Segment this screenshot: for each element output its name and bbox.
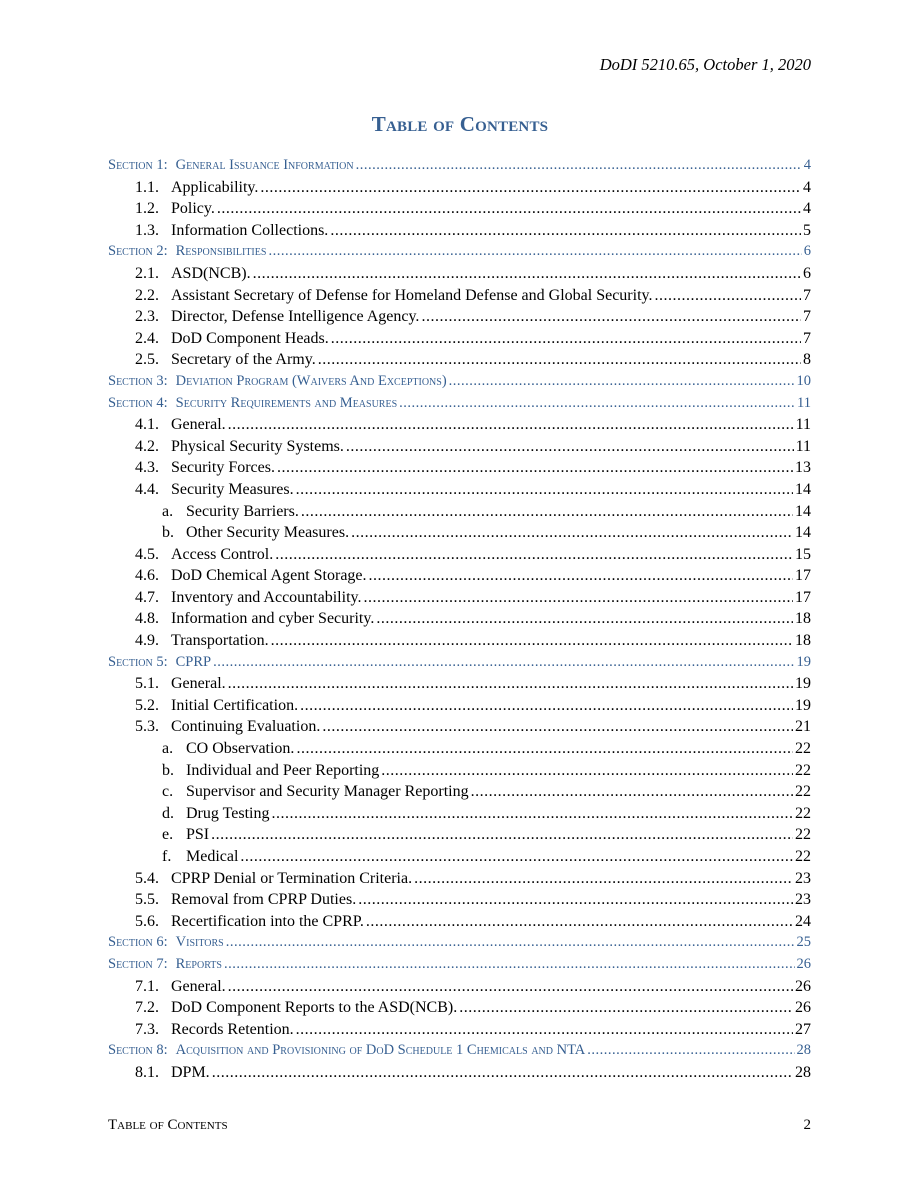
toc-entry-label: Applicability. (171, 178, 259, 196)
toc-dot-leader (275, 544, 793, 566)
toc-entry-page: 26 (795, 977, 811, 995)
toc-entry-label: Security Requirements and Measures (175, 394, 398, 411)
toc-entry-label: Drug Testing (186, 804, 270, 822)
toc-entry-page: 13 (795, 459, 811, 477)
toc-entry[interactable] (108, 436, 811, 458)
toc-section-entry[interactable] (108, 1040, 811, 1062)
toc-entry-number: 2.3. (135, 308, 159, 326)
toc-dot-leader (277, 457, 793, 479)
toc-entry-label: Security Measures. (171, 480, 294, 498)
toc-dot-leader (587, 1040, 794, 1062)
toc-entry-number: Section 3: (108, 372, 168, 389)
toc-dot-leader (253, 263, 801, 285)
toc-entry-number: 8.1. (135, 1063, 159, 1081)
footer-page-number: 2 (803, 1117, 811, 1133)
toc-entry-number: 2.2. (135, 286, 159, 304)
toc-dot-leader (654, 285, 801, 307)
toc-entry-page: 7 (803, 329, 811, 347)
toc-entry-page: 15 (795, 545, 811, 563)
toc-entry-page: 7 (803, 286, 811, 304)
toc-dot-leader (301, 501, 793, 523)
toc-entry[interactable] (108, 760, 811, 782)
toc-entry[interactable] (108, 889, 811, 911)
toc-entry-number: 1.3. (135, 221, 159, 239)
toc-entry-number: e. (162, 826, 174, 844)
toc-entry-page: 17 (795, 588, 811, 606)
toc-dot-leader (296, 738, 793, 760)
toc-entry-label: Policy. (171, 200, 215, 218)
toc-entry-label: Acquisition and Provisioning of DoD Schedule 1 Chemicals and NTA (175, 1042, 586, 1059)
toc-dot-leader (376, 608, 793, 630)
toc-entry-number: 4.5. (135, 545, 159, 563)
toc-entry-page: 24 (795, 912, 811, 930)
toc-entry-page: 8 (803, 351, 811, 369)
toc-entry-number: c. (162, 783, 174, 801)
page-title: Table of Contents (371, 112, 549, 136)
toc-entry-page: 11 (797, 394, 811, 411)
toc-entry[interactable] (108, 414, 811, 436)
table-of-contents (108, 155, 811, 1084)
toc-entry[interactable] (108, 544, 811, 566)
toc-entry-page: 23 (795, 891, 811, 909)
toc-dot-leader (331, 328, 801, 350)
toc-entry-page: 19 (796, 653, 811, 670)
toc-entry-page: 19 (795, 675, 811, 693)
toc-entry-number: 2.1. (135, 264, 159, 282)
toc-entry[interactable] (108, 997, 811, 1019)
toc-entry-label: Responsibilities (175, 243, 267, 260)
toc-entry-label: DoD Component Heads. (171, 329, 329, 347)
toc-entry[interactable] (108, 587, 811, 609)
toc-entry-label: Assistant Secretary of Defense for Homeland Defense and Global Security. (171, 286, 653, 304)
toc-entry-label: Security Barriers. (186, 502, 299, 520)
toc-dot-leader (471, 781, 793, 803)
toc-entry-label: Visitors (175, 934, 224, 951)
toc-entry[interactable] (108, 501, 811, 523)
toc-dot-leader (330, 220, 801, 242)
toc-dot-leader (296, 1019, 793, 1041)
toc-entry[interactable] (108, 695, 811, 717)
toc-section-entry[interactable] (108, 155, 811, 177)
toc-entry-page: 26 (795, 999, 811, 1017)
toc-entry-page: 18 (795, 632, 811, 650)
toc-dot-leader (322, 716, 793, 738)
toc-section-entry[interactable] (108, 932, 811, 954)
toc-entry-page: 4 (803, 178, 811, 196)
toc-entry-page: 28 (796, 1042, 811, 1059)
toc-dot-leader (363, 587, 793, 609)
toc-entry-number: 4.9. (135, 632, 159, 650)
toc-entry-page: 22 (795, 761, 811, 779)
toc-entry[interactable] (108, 738, 811, 760)
toc-entry-number: a. (162, 740, 174, 758)
toc-entry-page: 22 (795, 826, 811, 844)
toc-dot-leader (296, 479, 793, 501)
toc-dot-leader (213, 652, 794, 674)
toc-dot-leader (226, 932, 795, 954)
toc-entry-number: 5.3. (135, 718, 159, 736)
toc-entry-label: General. (171, 416, 226, 434)
toc-entry[interactable] (108, 803, 811, 825)
toc-dot-leader (224, 954, 795, 976)
toc-entry-number: 4.7. (135, 588, 159, 606)
toc-entry[interactable] (108, 716, 811, 738)
toc-entry-label: Other Security Measures. (186, 524, 350, 542)
toc-entry-number: Section 5: (108, 653, 168, 670)
toc-dot-leader (271, 803, 793, 825)
toc-entry-number: Section 6: (108, 934, 168, 951)
toc-entry[interactable] (108, 630, 811, 652)
toc-entry-label: PSI (186, 826, 210, 844)
toc-entry-number: 1.1. (135, 178, 159, 196)
toc-entry-number: 5.1. (135, 675, 159, 693)
toc-entry[interactable] (108, 976, 811, 998)
toc-entry[interactable] (108, 220, 811, 242)
toc-dot-leader (212, 1062, 793, 1084)
toc-entry-number: 5.4. (135, 869, 159, 887)
toc-entry-number: a. (162, 502, 174, 520)
toc-entry-page: 11 (795, 416, 811, 434)
toc-entry-number: 7.3. (135, 1020, 159, 1038)
toc-entry-label: Continuing Evaluation. (171, 718, 321, 736)
toc-dot-leader (421, 306, 801, 328)
toc-entry-number: 2.5. (135, 351, 159, 369)
toc-entry-page: 14 (795, 524, 811, 542)
toc-entry-number: b. (162, 761, 174, 779)
toc-entry-label: Records Retention. (171, 1020, 294, 1038)
toc-entry-number: 4.2. (135, 437, 159, 455)
toc-entry-number: Section 4: (108, 394, 168, 411)
toc-dot-leader (228, 976, 793, 998)
toc-entry-label: Individual and Peer Reporting (186, 761, 380, 779)
toc-entry[interactable] (108, 522, 811, 544)
toc-entry[interactable] (108, 673, 811, 695)
toc-entry[interactable] (108, 328, 811, 350)
toc-entry-label: Reports (175, 955, 222, 972)
toc-entry-label: Access Control. (171, 545, 274, 563)
toc-entry[interactable] (108, 285, 811, 307)
toc-entry-label: CO Observation. (186, 740, 295, 758)
toc-entry-label: Removal from CPRP Duties. (171, 891, 357, 909)
toc-entry[interactable] (108, 263, 811, 285)
footer-title: Table of Contents (108, 1117, 228, 1133)
toc-entry-label: Director, Defense Intelligence Agency. (171, 308, 420, 326)
toc-entry-number: 5.5. (135, 891, 159, 909)
toc-entry-number: 7.2. (135, 999, 159, 1017)
toc-entry-page: 19 (795, 696, 811, 714)
toc-entry-label: ASD(NCB). (171, 264, 251, 282)
toc-entry[interactable] (108, 1062, 811, 1084)
toc-entry-label: General. (171, 977, 226, 995)
toc-entry-page: 27 (795, 1020, 811, 1038)
toc-entry-page: 7 (803, 308, 811, 326)
toc-entry-page: 6 (803, 264, 811, 282)
toc-entry-page: 18 (795, 610, 811, 628)
toc-entry-label: Inventory and Accountability. (171, 588, 362, 606)
toc-entry-label: General. (171, 675, 226, 693)
toc-entry[interactable] (108, 349, 811, 371)
toc-dot-leader (358, 889, 793, 911)
toc-dot-leader (228, 673, 793, 695)
toc-entry-label: CPRP (175, 653, 212, 670)
toc-entry-number: 4.3. (135, 459, 159, 477)
toc-entry-number: 7.1. (135, 977, 159, 995)
toc-entry-label: DoD Chemical Agent Storage. (171, 567, 367, 585)
toc-entry-page: 28 (795, 1063, 811, 1081)
toc-entry[interactable] (108, 781, 811, 803)
toc-entry-number: 5.6. (135, 912, 159, 930)
toc-dot-leader (381, 760, 793, 782)
toc-dot-leader (318, 349, 801, 371)
toc-dot-leader (459, 997, 793, 1019)
document-reference: DoDI 5210.65, October 1, 2020 (599, 55, 811, 74)
toc-dot-leader (399, 393, 795, 415)
toc-entry-label: Transportation. (171, 632, 269, 650)
toc-entry[interactable] (108, 868, 811, 890)
toc-entry-label: Information and cyber Security. (171, 610, 375, 628)
toc-entry[interactable] (108, 1019, 811, 1041)
toc-entry-page: 4 (803, 157, 811, 173)
toc-entry-number: 2.4. (135, 329, 159, 347)
toc-entry-label: Secretary of the Army. (171, 351, 316, 369)
toc-dot-leader (271, 630, 793, 652)
toc-entry[interactable] (108, 457, 811, 479)
toc-entry-label: Physical Security Systems. (171, 437, 344, 455)
toc-entry-label: General Issuance Information (175, 157, 354, 173)
toc-entry-number: 4.8. (135, 610, 159, 628)
toc-entry-number: Section 8: (108, 1042, 168, 1059)
toc-dot-leader (351, 522, 793, 544)
toc-entry[interactable] (108, 824, 811, 846)
toc-entry-number: 5.2. (135, 696, 159, 714)
toc-entry-page: 22 (795, 848, 811, 865)
toc-entry-label: Information Collections. (171, 221, 329, 239)
toc-dot-leader (240, 846, 793, 868)
toc-dot-leader (414, 868, 793, 890)
toc-entry-number: 4.1. (135, 416, 159, 434)
toc-entry-page: 22 (795, 740, 811, 758)
toc-entry-label: DPM. (171, 1063, 210, 1081)
toc-entry-page: 11 (795, 437, 811, 455)
toc-entry[interactable] (108, 306, 811, 328)
toc-section-entry[interactable] (108, 393, 811, 415)
toc-entry-label: DoD Component Reports to the ASD(NCB). (171, 999, 458, 1017)
page-footer (108, 1117, 811, 1134)
toc-dot-leader (366, 911, 793, 933)
toc-entry-page: 4 (803, 200, 811, 218)
toc-dot-leader (356, 155, 802, 177)
toc-section-entry[interactable] (108, 954, 811, 976)
toc-entry-page: 6 (803, 243, 811, 260)
toc-entry-page: 23 (795, 869, 811, 887)
toc-entry-number: Section 2: (108, 243, 168, 260)
toc-entry-number: d. (162, 804, 174, 822)
toc-dot-leader (211, 824, 793, 846)
toc-section-entry[interactable] (108, 652, 811, 674)
toc-entry-label: Medical (186, 848, 239, 865)
toc-dot-leader (260, 177, 801, 199)
toc-entry-label: Security Forces. (171, 459, 275, 477)
toc-entry[interactable] (108, 608, 811, 630)
toc-entry-page: 14 (795, 502, 811, 520)
toc-entry-page: 25 (796, 934, 811, 951)
toc-entry-number: 4.6. (135, 567, 159, 585)
toc-dot-leader (268, 241, 801, 263)
toc-section-entry[interactable] (108, 371, 811, 393)
toc-entry-number: f. (162, 848, 172, 865)
toc-entry-page: 22 (795, 783, 811, 801)
toc-entry-label: Initial Certification. (171, 696, 299, 714)
toc-entry-label: Recertification into the CPRP. (171, 912, 364, 930)
toc-entry[interactable] (108, 198, 811, 220)
toc-entry-number: Section 7: (108, 955, 168, 972)
toc-entry-number: 1.2. (135, 200, 159, 218)
toc-dot-leader (346, 436, 794, 458)
toc-entry[interactable] (108, 565, 811, 587)
toc-dot-leader (300, 695, 793, 717)
toc-dot-leader (369, 565, 793, 587)
toc-entry-label: Deviation Program (Waivers And Exceptions) (175, 372, 447, 389)
toc-entry-page: 26 (796, 955, 811, 972)
toc-entry[interactable] (108, 479, 811, 501)
toc-entry-number: Section 1: (108, 157, 168, 173)
toc-entry-page: 5 (803, 221, 811, 239)
toc-entry[interactable] (108, 911, 811, 933)
toc-entry-label: CPRP Denial or Termination Criteria. (171, 869, 413, 887)
toc-entry-page: 22 (795, 804, 811, 822)
toc-section-entry[interactable] (108, 241, 811, 263)
toc-entry-page: 10 (796, 372, 811, 389)
toc-dot-leader (449, 371, 795, 393)
toc-entry-page: 21 (795, 718, 811, 736)
toc-entry-page: 14 (795, 480, 811, 498)
toc-dot-leader (228, 414, 794, 436)
toc-entry-label: Supervisor and Security Manager Reporting (186, 783, 469, 801)
toc-dot-leader (217, 198, 801, 220)
toc-entry-number: 4.4. (135, 480, 159, 498)
toc-entry-number: b. (162, 524, 174, 542)
toc-entry-page: 17 (795, 567, 811, 585)
toc-entry[interactable] (108, 846, 811, 868)
toc-entry[interactable] (108, 177, 811, 199)
